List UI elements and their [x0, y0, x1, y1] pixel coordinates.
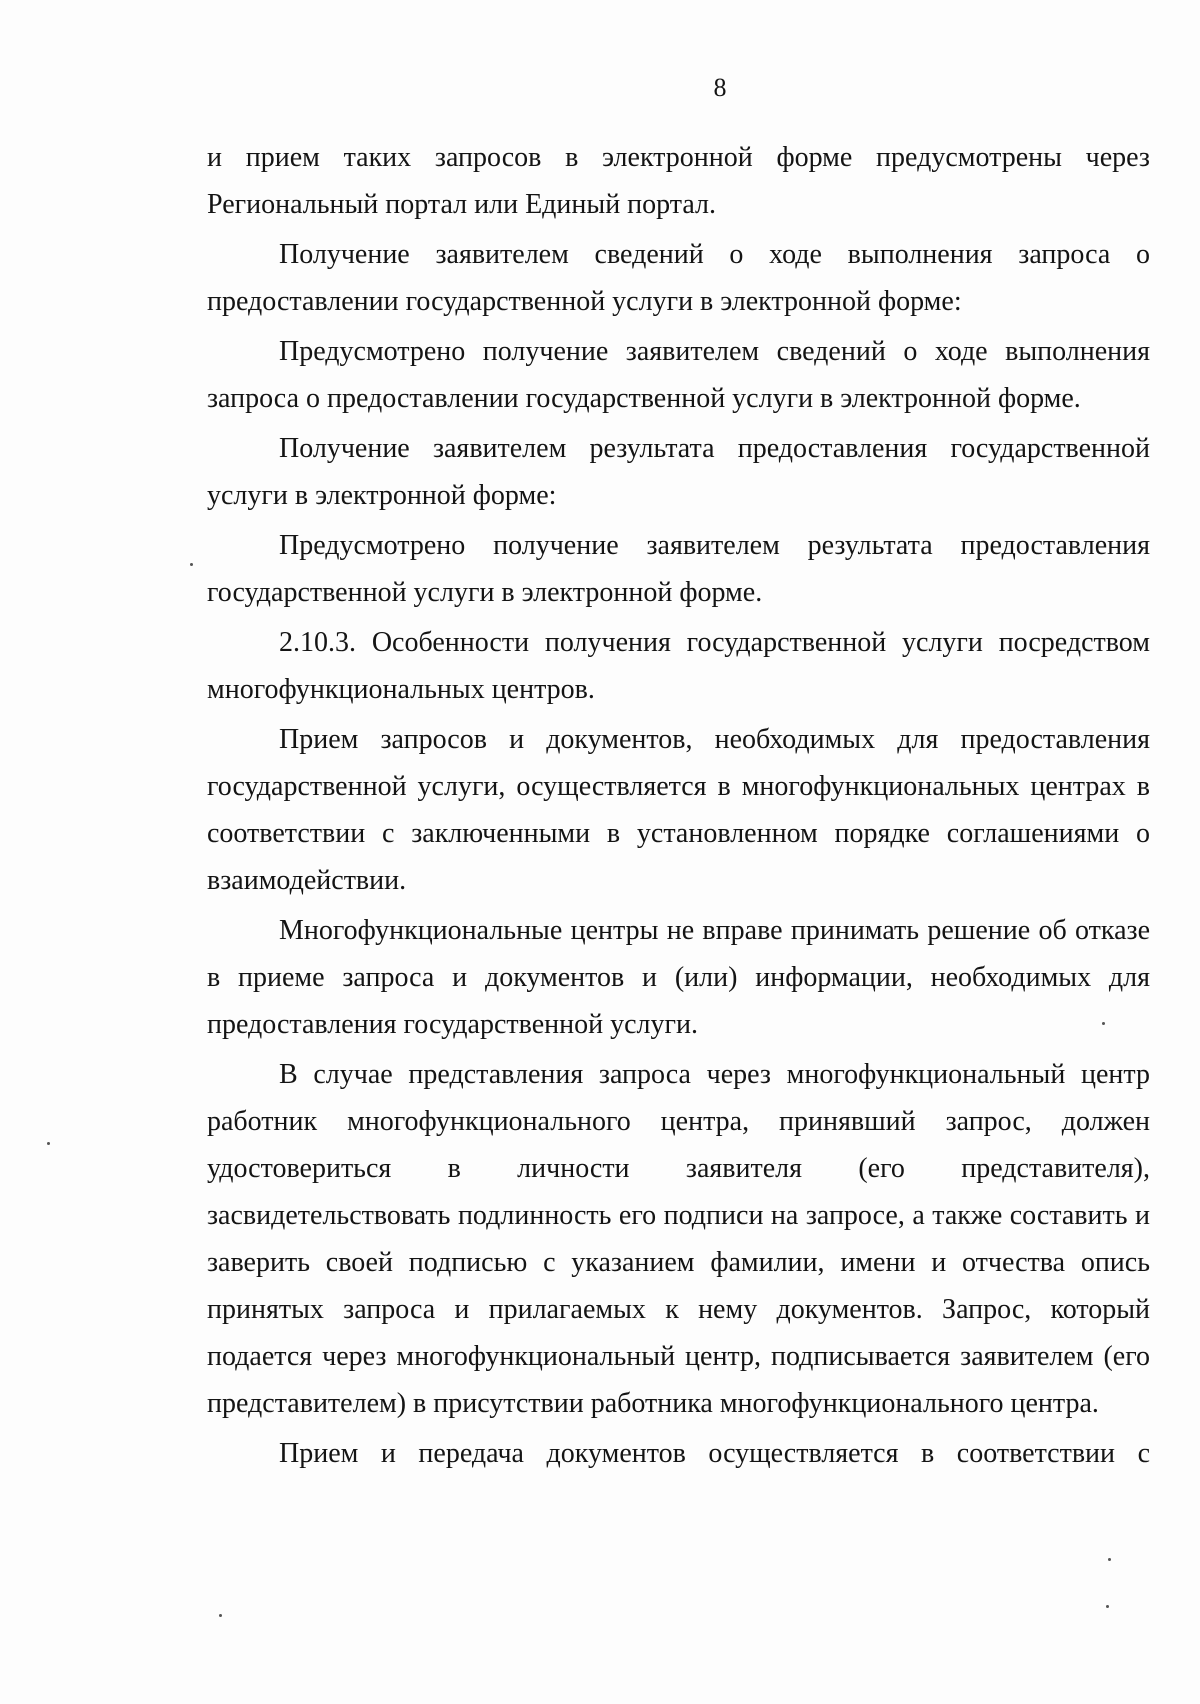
paragraph-7: Прием запросов и документов, необходимых для предоставления государственной услуги, осуществляется в многофункциональных центрах в соответствии с заключенными в установленном порядке соглашениями о взаимодействии.: [207, 724, 1150, 896]
paragraph-6: 2.10.3. Особенности получения государственной услуги посредством многофункциональных центров.: [207, 627, 1150, 705]
paragraph-9: В случае представления запроса через многофункциональный центр работник многофункционального центра, принявший запрос, должен удостовериться в личности заявителя (его представителя), засвидетельствовать подлинность его подписи на запросе, а также составить и заверить своей подписью с указанием фамилии, имени и отчества опись принятых запроса и прилагаемых к нему документов. Запрос, который подается через многофункциональный центр, подписывается заявителем (его представителем) в присутствии работника многофункционального центра.: [207, 1059, 1150, 1419]
scan-speck: [1106, 1605, 1109, 1608]
paragraph-3: Предусмотрено получение заявителем сведений о ходе выполнения запроса о предоставлении государственной услуги в электронной форме.: [207, 336, 1150, 414]
document-body: [207, 134, 1150, 1477]
paragraph-4: Получение заявителем результата предоставления государственной услуги в электронной форме:: [207, 433, 1150, 511]
scan-speck: [47, 1142, 50, 1145]
paragraph-2: Получение заявителем сведений о ходе выполнения запроса о предоставлении государственной услуги в электронной форме:: [207, 239, 1150, 317]
scan-speck: [219, 1614, 222, 1617]
scan-speck: [1102, 1022, 1105, 1025]
paragraph-10: Прием и передача документов осуществляется в соответствии с: [279, 1438, 1150, 1469]
paragraph-1: и прием таких запросов в электронной форме предусмотрены через Региональный портал или Единый портал.: [207, 142, 1150, 220]
paragraph-5: Предусмотрено получение заявителем результата предоставления государственной услуги в электронной форме.: [207, 530, 1150, 608]
scan-speck: [1108, 1558, 1111, 1561]
page-number: 8: [713, 73, 727, 102]
paragraph-8: Многофункциональные центры не вправе принимать решение об отказе в приеме запроса и документов и (или) информации, необходимых для предоставления государственной услуги.: [207, 915, 1150, 1040]
scan-speck: [190, 563, 193, 566]
